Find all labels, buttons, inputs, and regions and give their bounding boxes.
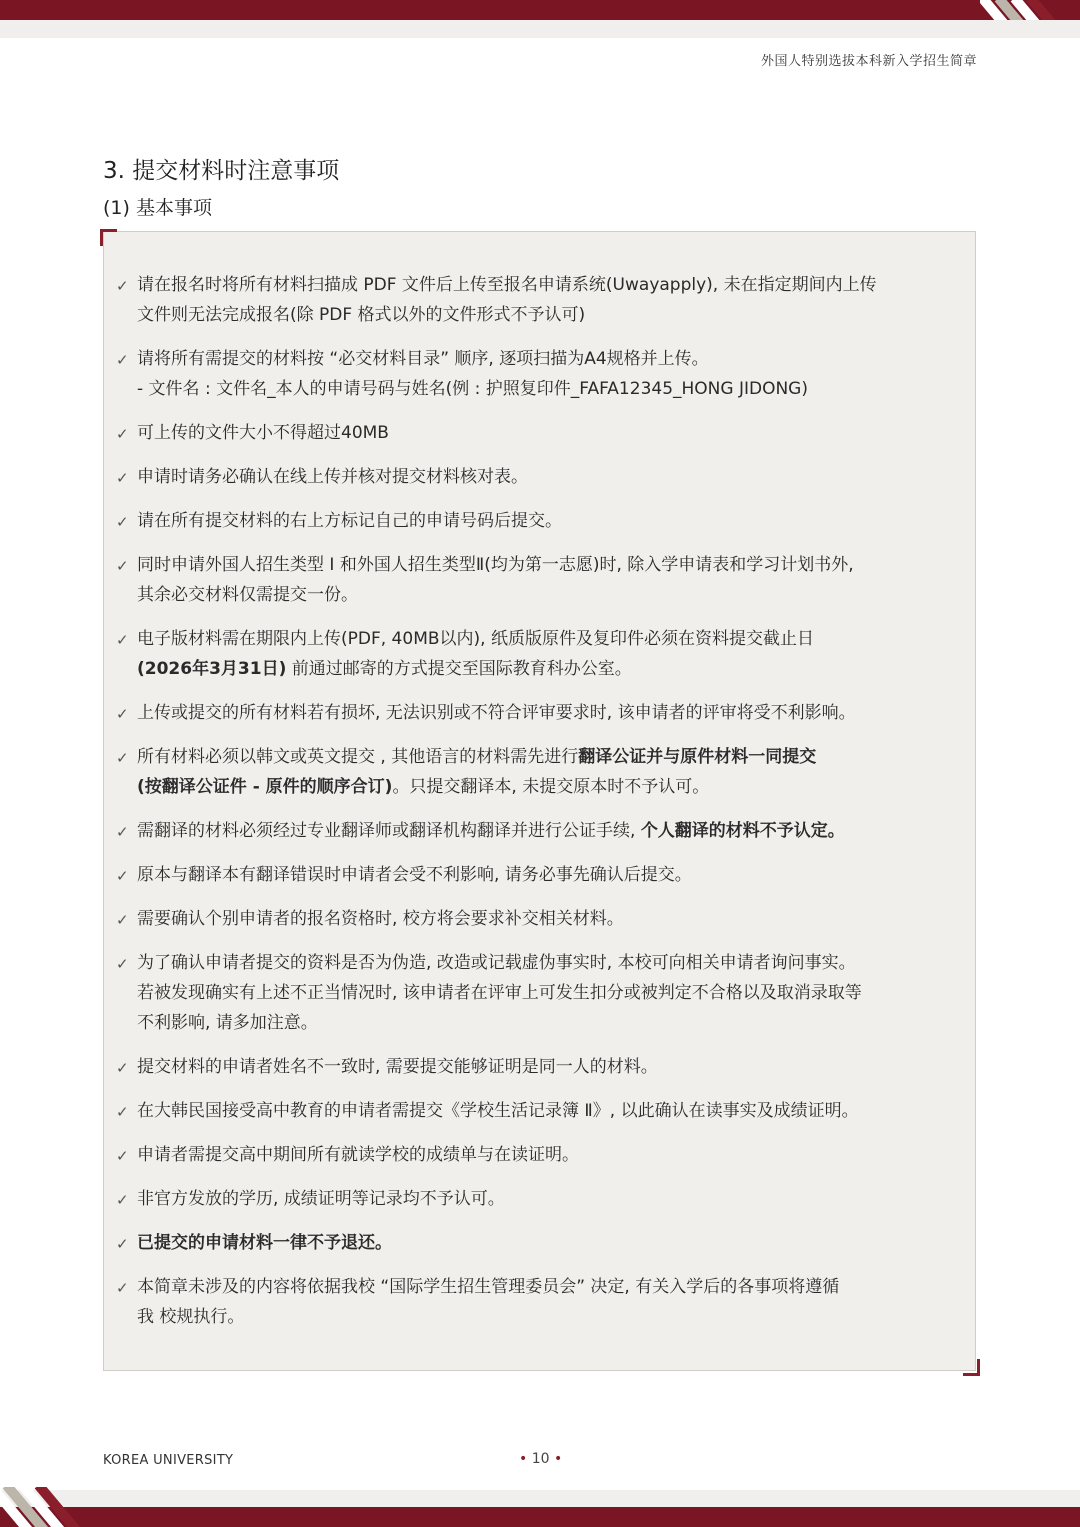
list-item bbox=[116, 948, 966, 1038]
item-text: 文件则无法完成报名(除 PDF 格式以外的文件形式不予认可) bbox=[137, 305, 586, 325]
item-text: 电子版材料需在期限内上传(PDF, 40MB以内), 纸质版原件及复印件必须在资料提交截止日 bbox=[137, 629, 814, 649]
top-band bbox=[0, 0, 1080, 20]
bottom-decorative-stripes bbox=[0, 1487, 100, 1527]
check-icon: ✓ bbox=[116, 557, 129, 575]
top-gray-band bbox=[0, 20, 1080, 38]
item-text: 。只提交翻译本, 未提交原本时不予认可。 bbox=[392, 777, 710, 797]
list-item bbox=[116, 1184, 966, 1214]
list-item bbox=[116, 270, 966, 330]
item-text-line bbox=[137, 654, 966, 684]
list-item bbox=[116, 550, 966, 610]
dot-icon: • bbox=[519, 1451, 532, 1467]
check-icon: ✓ bbox=[116, 749, 129, 767]
dot-icon: • bbox=[549, 1451, 563, 1467]
bottom-gray-band bbox=[0, 1490, 1080, 1507]
list-item bbox=[116, 698, 966, 728]
item-text-bold: 已提交的申请材料一律不予退还。 bbox=[137, 1233, 392, 1253]
list-item bbox=[116, 1140, 966, 1170]
check-icon: ✓ bbox=[116, 1235, 129, 1253]
list-item bbox=[116, 1052, 966, 1082]
item-text-line bbox=[137, 742, 966, 772]
check-icon: ✓ bbox=[116, 1191, 129, 1209]
list-item bbox=[116, 860, 966, 890]
list-item bbox=[116, 742, 966, 802]
item-text: 可上传的文件大小不得超过40MB bbox=[137, 423, 389, 443]
notice-list bbox=[116, 270, 966, 1346]
check-icon: ✓ bbox=[116, 705, 129, 723]
list-item bbox=[116, 506, 966, 536]
item-text-line bbox=[137, 772, 966, 802]
check-icon: ✓ bbox=[116, 425, 129, 443]
item-subtext: - 文件名 : 文件名_本人的申请号码与姓名(例 : 护照复印件_FAFA12345_HONG JIDONG) bbox=[137, 379, 808, 399]
item-text: 为了确认申请者提交的资料是否为伪造, 改造或记载虚伪事实时, 本校可向相关申请者询问事实。 bbox=[137, 953, 856, 973]
check-icon: ✓ bbox=[116, 469, 129, 487]
check-icon: ✓ bbox=[116, 955, 129, 973]
page-number-value: 10 bbox=[531, 1451, 550, 1467]
item-text: 不利影响, 请多加注意。 bbox=[137, 1013, 318, 1033]
bold-text: 翻译公证并与原件材料一同提交 bbox=[578, 747, 817, 767]
item-text: 申请者需提交高中期间所有就读学校的成绩单与在读证明。 bbox=[137, 1145, 579, 1165]
item-text: 请将所有需提交的材料按 “必交材料目录” 顺序, 逐项扫描为A4规格并上传。 bbox=[137, 349, 709, 369]
item-text: 其余必交材料仅需提交一份。 bbox=[137, 585, 358, 605]
item-text: 请在所有提交材料的右上方标记自己的申请号码后提交。 bbox=[137, 511, 562, 531]
bottom-band bbox=[0, 1507, 1080, 1527]
check-icon: ✓ bbox=[116, 1059, 129, 1077]
list-item bbox=[116, 904, 966, 934]
check-icon: ✓ bbox=[116, 1279, 129, 1297]
item-text: 请在报名时将所有材料扫描成 PDF 文件后上传至报名申请系统(Uwayapply), 未在指定期间内上传 bbox=[137, 275, 877, 295]
list-item bbox=[116, 418, 966, 448]
item-text: 本简章未涉及的内容将依据我校 “国际学生招生管理委员会” 决定, 有关入学后的各事项将遵循 bbox=[137, 1277, 840, 1297]
list-item bbox=[116, 816, 966, 846]
section-title: 3. 提交材料时注意事项 bbox=[103, 158, 340, 184]
item-text: 若被发现确实有上述不正当情况时, 该申请者在评审上可发生扣分或被判定不合格以及取消录取等 bbox=[137, 983, 862, 1003]
item-text: 上传或提交的所有材料若有损坏, 无法识别或不符合评审要求时, 该申请者的评审将受不利影响。 bbox=[137, 703, 856, 723]
item-text: 在大韩民国接受高中教育的申请者需提交《学校生活记录簿 Ⅱ》, 以此确认在读事实及成绩证明。 bbox=[137, 1101, 859, 1121]
item-text: 我 校规执行。 bbox=[137, 1307, 245, 1327]
check-icon: ✓ bbox=[116, 823, 129, 841]
check-icon: ✓ bbox=[116, 351, 129, 369]
bold-deadline: (2026年3月31日) bbox=[137, 659, 287, 679]
list-item bbox=[116, 1096, 966, 1126]
check-icon: ✓ bbox=[116, 867, 129, 885]
bold-text: (按翻译公证件 - 原件的顺序合订) bbox=[137, 777, 393, 797]
check-icon: ✓ bbox=[116, 1103, 129, 1121]
item-text: 非官方发放的学历, 成绩证明等记录均不予认可。 bbox=[137, 1189, 505, 1209]
page-number bbox=[519, 1451, 562, 1467]
corner-mark-bottom-right bbox=[963, 1359, 980, 1376]
list-item bbox=[116, 462, 966, 492]
corner-mark-top-left bbox=[100, 229, 117, 246]
check-icon: ✓ bbox=[116, 277, 129, 295]
item-text: 原本与翻译本有翻译错误时申请者会受不利影响, 请务必事先确认后提交。 bbox=[137, 865, 692, 885]
list-item bbox=[116, 1272, 966, 1332]
list-item bbox=[116, 624, 966, 684]
list-item bbox=[116, 344, 966, 404]
bold-text: 个人翻译的材料不予认定。 bbox=[640, 821, 845, 841]
item-text: 提交材料的申请者姓名不一致时, 需要提交能够证明是同一人的材料。 bbox=[137, 1057, 658, 1077]
header-title: 外国人特别选拔本科新入学招生简章 bbox=[760, 54, 977, 69]
sub-title: (1) 基本事项 bbox=[103, 197, 212, 219]
footer-university: KOREA UNIVERSITY bbox=[103, 1453, 234, 1468]
check-icon: ✓ bbox=[116, 1147, 129, 1165]
item-text: 需要确认个别申请者的报名资格时, 校方将会要求补交相关材料。 bbox=[137, 909, 624, 929]
check-icon: ✓ bbox=[116, 513, 129, 531]
check-icon: ✓ bbox=[116, 631, 129, 649]
item-text-line bbox=[137, 816, 966, 846]
item-text: 同时申请外国人招生类型 Ⅰ 和外国人招生类型Ⅱ(均为第一志愿)时, 除入学申请表和学习计划书外, bbox=[137, 555, 854, 575]
item-text: 所有材料必须以韩文或英文提交 , 其他语言的材料需先进行 bbox=[137, 747, 579, 767]
check-icon: ✓ bbox=[116, 911, 129, 929]
item-text: 需翻译的材料必须经过专业翻译师或翻译机构翻译并进行公证手续, bbox=[137, 821, 641, 841]
item-text: 前通过邮寄的方式提交至国际教育科办公室。 bbox=[286, 659, 632, 679]
item-text: 申请时请务必确认在线上传并核对提交材料核对表。 bbox=[137, 467, 528, 487]
list-item bbox=[116, 1228, 966, 1258]
